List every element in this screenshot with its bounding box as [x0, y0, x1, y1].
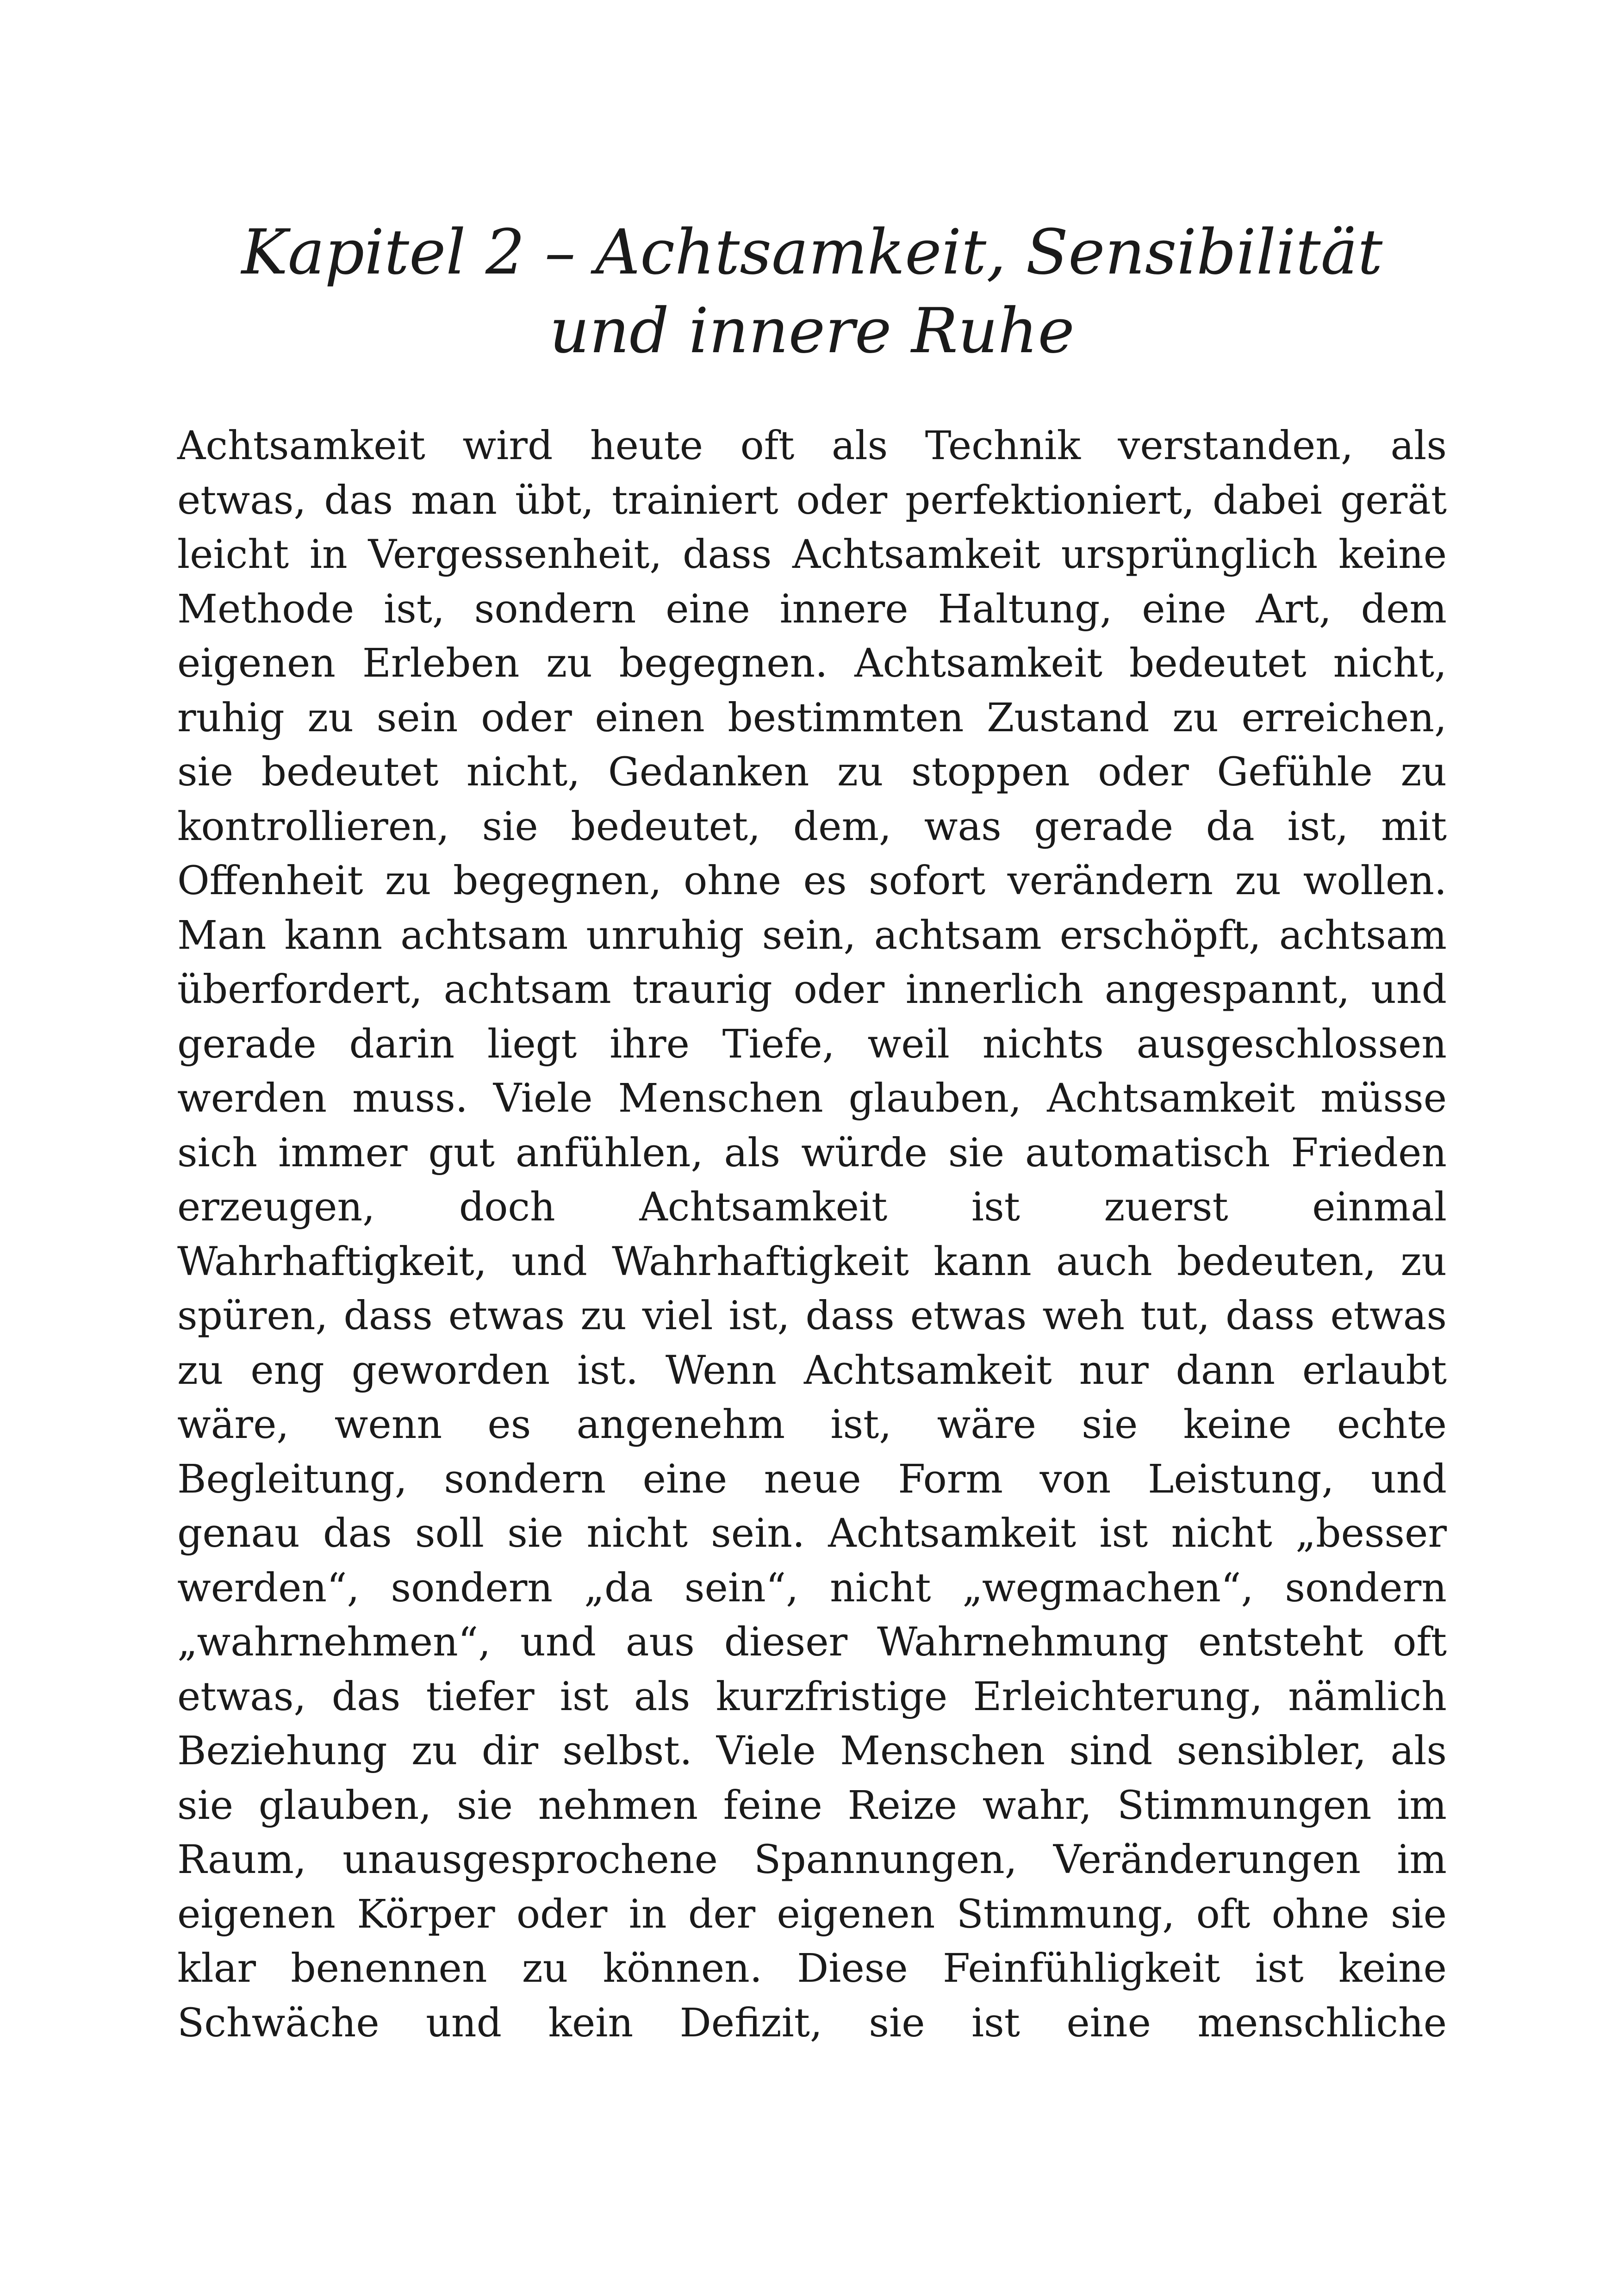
body-paragraph	[177, 419, 1447, 2050]
text-line: eigenen Körper oder in der eigenen Stimmung, oft ohne sie	[177, 1891, 1447, 1937]
text-line: eigenen Erleben zu begegnen. Achtsamkeit bedeutet nicht,	[177, 641, 1447, 686]
text-line: Man kann achtsam unruhig sein, achtsam erschöpft, achtsam	[177, 912, 1447, 958]
text-line: werden“, sondern „da sein“, nicht „wegmachen“, sondern	[177, 1565, 1447, 1611]
text-line: gerade darin liegt ihre Tiefe, weil nichts ausgeschlossen	[177, 1021, 1447, 1067]
text-line: überfordert, achtsam traurig oder innerlich angespannt, und	[177, 967, 1447, 1013]
text-line: erzeugen, doch Achtsamkeit ist zuerst einmal	[177, 1184, 1447, 1230]
text-line: sich immer gut anfühlen, als würde sie automatisch Frieden	[177, 1130, 1447, 1176]
text-line: spüren, dass etwas zu viel ist, dass etwas weh tut, dass etwas	[177, 1293, 1447, 1339]
text-line: „wahrnehmen“, und aus dieser Wahrnehmung entsteht oft	[177, 1619, 1447, 1665]
chapter-title-line-1: Kapitel 2 – Achtsamkeit, Sensibilität	[241, 216, 1383, 288]
text-line: wäre, wenn es angenehm ist, wäre sie keine echte	[177, 1402, 1447, 1448]
text-line: Beziehung zu dir selbst. Viele Menschen sind sensibler, als	[177, 1728, 1447, 1774]
text-line: Offenheit zu begegnen, ohne es sofort verändern zu wollen.	[177, 858, 1447, 904]
text-line: zu eng geworden ist. Wenn Achtsamkeit nur dann erlaubt	[177, 1347, 1447, 1394]
text-line: Wahrhaftigkeit, und Wahrhaftigkeit kann auch bedeuten, zu	[177, 1238, 1447, 1285]
text-line: Raum, unausgesprochene Spannungen, Veränderungen im	[177, 1837, 1447, 1883]
chapter-title-line-2: und innere Ruhe	[549, 295, 1075, 367]
text-line: werden muss. Viele Menschen glauben, Achtsamkeit müsse	[177, 1076, 1447, 1121]
text-line: Begleitung, sondern eine neue Form von Leistung, und	[177, 1456, 1447, 1502]
text-line: klar benennen zu können. Diese Feinfühligkeit ist keine	[177, 1946, 1447, 1991]
text-line: leicht in Vergessenheit, dass Achtsamkeit ursprünglich keine	[177, 532, 1447, 578]
chapter-title	[177, 213, 1447, 370]
text-line: kontrollieren, sie bedeutet, dem, was gerade da ist, mit	[177, 803, 1447, 850]
text-line: sie glauben, sie nehmen feine Reize wahr, Stimmungen im	[177, 1782, 1447, 1829]
text-line: etwas, das man übt, trainiert oder perfektioniert, dabei gerät	[177, 477, 1447, 523]
text-line: sie bedeutet nicht, Gedanken zu stoppen oder Gefühle zu	[177, 749, 1447, 795]
text-line: ruhig zu sein oder einen bestimmten Zustand zu erreichen,	[177, 695, 1447, 741]
text-line: Achtsamkeit wird heute oft als Technik verstanden, als	[177, 423, 1447, 469]
text-line: etwas, das tiefer ist als kurzfristige Erleichterung, nämlich	[177, 1674, 1447, 1720]
text-line: genau das soll sie nicht sein. Achtsamkeit ist nicht „besser	[177, 1511, 1447, 1556]
text-line: Methode ist, sondern eine innere Haltung, eine Art, dem	[177, 586, 1447, 632]
text-line: Schwäche und kein Defizit, sie ist eine menschliche	[177, 2000, 1447, 2046]
